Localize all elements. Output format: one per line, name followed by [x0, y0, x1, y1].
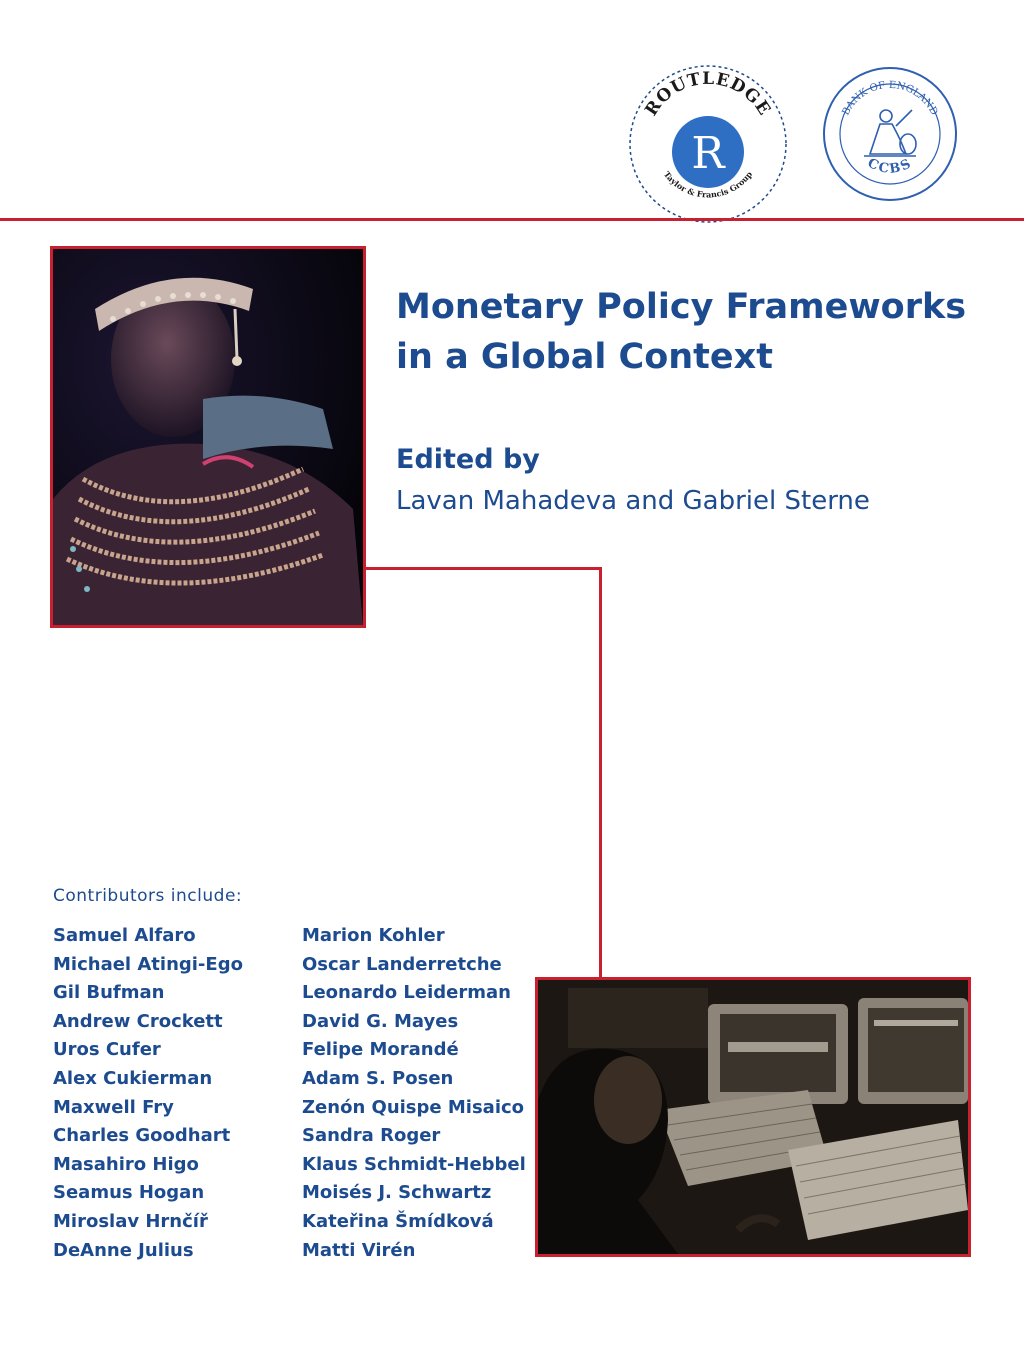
contributor-name: Maxwell Fry — [53, 1096, 174, 1118]
top-red-rule — [0, 218, 1024, 221]
book-title-line-2: in a Global Context — [396, 337, 773, 377]
editors: Lavan Mahadeva and Gabriel Sterne — [396, 486, 870, 516]
bank-of-england-logo — [820, 64, 960, 204]
contributor-name: Moisés J. Schwartz — [302, 1182, 492, 1204]
contributor-name: Zenón Quispe Misaico — [302, 1096, 525, 1118]
contributors-column-2 — [302, 922, 526, 1265]
boe-top-text: BANK OF ENGLAND — [840, 79, 940, 118]
contributor-name: Marion Kohler — [302, 925, 445, 946]
boe-bottom-text: CCBS — [864, 155, 916, 178]
contributor-name: DeAnne Julius — [53, 1239, 194, 1261]
contributor-name: Masahiro Higo — [53, 1153, 199, 1175]
contributor-name: Charles Goodhart — [53, 1125, 231, 1147]
contributors-label: Contributors include: — [53, 886, 243, 906]
contributor-name: Alex Cukierman — [53, 1067, 213, 1089]
contributor-name: Felipe Morandé — [302, 1039, 459, 1061]
contributor-name: Adam S. Posen — [302, 1067, 454, 1089]
contributor-name: Samuel Alfaro — [53, 925, 196, 946]
cover-photo-trading-desk — [535, 977, 971, 1257]
contributor-name: Leonardo Leiderman — [302, 982, 511, 1004]
contributor-name: Matti Virén — [302, 1239, 416, 1261]
contributors-column-1 — [53, 922, 243, 1265]
connector-line-vertical — [599, 567, 602, 979]
edited-by-label: Edited by — [396, 444, 540, 475]
contributor-name: Gil Bufman — [53, 982, 165, 1004]
contributor-name: Kateřina Šmídková — [302, 1210, 494, 1232]
routledge-top-text: ROUTLEDGE — [641, 68, 775, 120]
routledge-emblem: R — [691, 128, 725, 179]
contributor-name: Sandra Roger — [302, 1125, 441, 1147]
contributor-name: David G. Mayes — [302, 1010, 459, 1032]
routledge-logo — [626, 62, 790, 226]
contributor-name: Andrew Crockett — [53, 1010, 223, 1032]
book-title — [396, 282, 996, 382]
routledge-bottom-text: Taylor & Francis Group — [661, 169, 755, 200]
contributor-name: Oscar Landerretche — [302, 953, 502, 975]
book-title-line-1: Monetary Policy Frameworks — [396, 287, 967, 327]
contributor-name: Uros Cufer — [53, 1039, 161, 1061]
connector-line-horizontal — [362, 567, 602, 570]
contributor-name: Miroslav Hrnčíř — [53, 1210, 208, 1232]
cover-photo-portrait — [50, 246, 366, 628]
contributor-name: Klaus Schmidt-Hebbel — [302, 1153, 526, 1175]
contributor-name: Seamus Hogan — [53, 1182, 205, 1204]
contributor-name: Michael Atingi-Ego — [53, 953, 243, 975]
